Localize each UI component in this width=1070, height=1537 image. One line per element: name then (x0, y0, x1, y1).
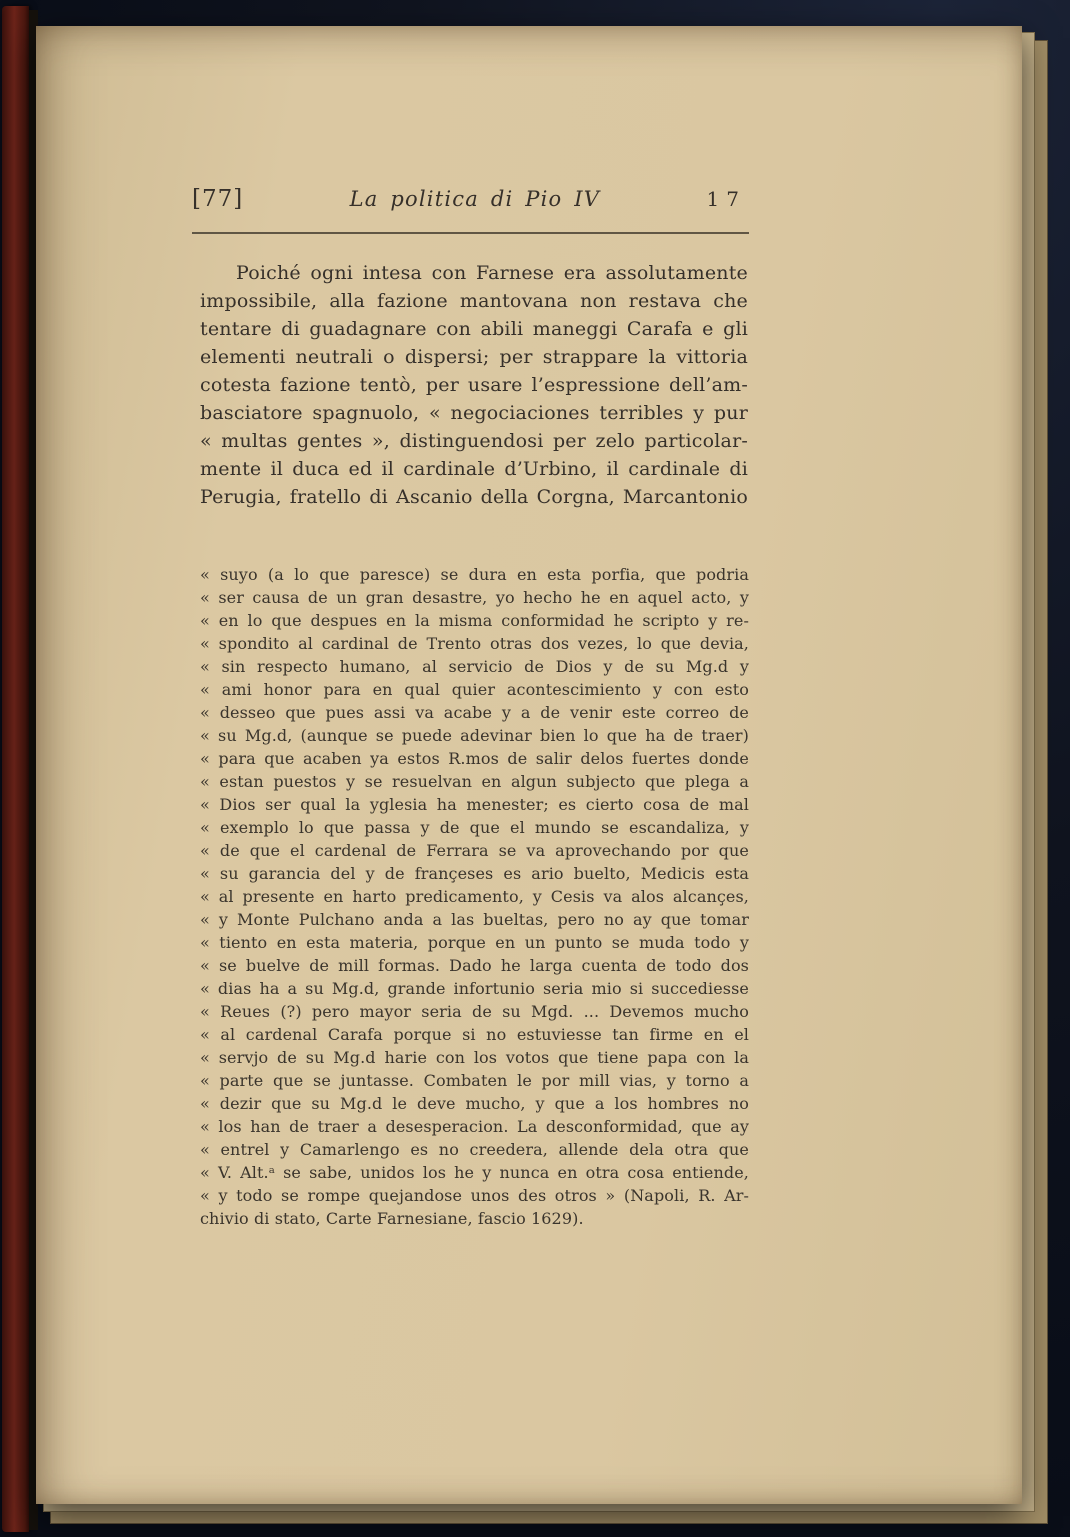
text-line: « entrel y Camarlengo es no creedera, allende dela otra que (200, 1140, 749, 1159)
text-line: « al presente en harto predicamento, y Cesis va alos alcançes, (200, 887, 749, 906)
header-rule (192, 232, 749, 234)
text-line: « los han de traer a desesperacion. La desconformidad, que ay (200, 1117, 749, 1136)
text-line: « su garancia del y de françeses es ario buelto, Medicis esta (200, 864, 749, 883)
text-line: « en lo que despues en la misma conformidad he scripto y re- (200, 611, 749, 630)
text-line: « Reues (?) pero mayor seria de su Mgd. ... Devemos mucho (200, 1002, 749, 1021)
text-line: « servjo de su Mg.d harie con los votos que tiene papa con la (200, 1048, 749, 1067)
text-line: « al cardenal Carafa porque si no estuviesse tan firme en el (200, 1025, 749, 1044)
text-line: « ami honor para en qual quier acontescimiento y con esto (200, 680, 749, 699)
text-line: « se buelve de mill formas. Dado he larga cuenta de todo dos (200, 956, 749, 975)
body-paragraph (200, 259, 748, 511)
text-line: « dezir que su Mg.d le deve mucho, y que a los hombres no (200, 1094, 749, 1113)
text-line: « dias ha a su Mg.d, grande infortunio seria mio si succediesse (200, 979, 749, 998)
text-line: basciatore spagnuolo, « negociaciones terribles y pur (200, 402, 748, 424)
text-line: « sin respecto humano, al servicio de Dios y de su Mg.d y (200, 657, 749, 676)
text-line: « y Monte Pulchano anda a las bueltas, pero no ay que tomar (200, 910, 749, 929)
book-spine (2, 6, 29, 1532)
text-line: « spondito al cardinal de Trento otras dos vezes, lo que devia, (200, 634, 749, 653)
text-line: « su Mg.d, (aunque se puede adevinar bien lo que ha de traer) (200, 726, 749, 745)
text-line: chivio di stato, Carte Farnesiane, fascio 1629). (200, 1209, 584, 1228)
text-line: impossibile, alla fazione mantovana non restava che (200, 290, 748, 312)
page-number: 17 (706, 187, 746, 211)
text-line: « exemplo lo que passa y de que el mundo se escandaliza, y (200, 818, 749, 837)
text-line: « estan puestos y se resuelvan en algun subjecto que plega a (200, 772, 749, 791)
text-line: « parte que se juntasse. Combaten le por mill vias, y torno a (200, 1071, 749, 1090)
text-line: « Dios ser qual la yglesia ha menester; es cierto cosa de mal (200, 795, 749, 814)
text-line: Perugia, fratello di Ascanio della Corgna, Marcantonio (200, 486, 748, 508)
text-line: « multas gentes », distinguendosi per zelo particolar- (200, 430, 748, 452)
text-line: « suyo (a lo que paresce) se dura en esta porfia, que podria (200, 565, 749, 584)
text-line: elementi neutrali o dispersi; per strappare la vittoria (200, 346, 748, 368)
book-page (36, 26, 1022, 1504)
text-line: cotesta fazione tentò, per usare l’espressione dell’am- (200, 374, 748, 396)
text-line: tentare di guadagnare con abili maneggi Carafa e gli (200, 318, 748, 340)
text-line: « y todo se rompe quejandose unos des otros » (Napoli, R. Ar- (200, 1186, 749, 1205)
text-line: « de que el cardenal de Ferrara se va aprovechando por que (200, 841, 749, 860)
folio-number: [77] (192, 186, 244, 212)
text-line: « desseo que pues assi va acabe y a de venir este correo de (200, 703, 749, 722)
text-line: « ser causa de un gran desastre, yo hecho he en aquel acto, y (200, 588, 749, 607)
footnote-block (200, 563, 749, 1230)
text-line: Poiché ogni intesa con Farnese era assolutamente (236, 262, 748, 284)
text-line: « tiento en esta materia, porque en un punto se muda todo y (200, 933, 749, 952)
running-title: La politica di Pio IV (349, 187, 601, 211)
text-line: « para que acaben ya estos R.mos de salir delos fuertes donde (200, 749, 749, 768)
page-header (192, 186, 748, 212)
text-line: « V. Alt.ᵃ se sabe, unidos los he y nunca en otra cosa entiende, (200, 1163, 749, 1182)
text-line: mente il duca ed il cardinale d’Urbino, il cardinale di (200, 458, 748, 480)
